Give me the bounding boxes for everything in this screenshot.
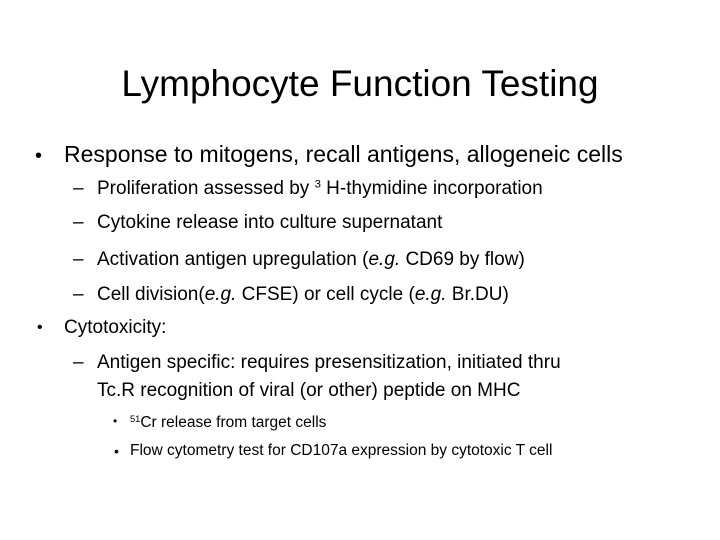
bullet-icon: • xyxy=(37,319,43,336)
sub-bullet-antigen-line1: Antigen specific: requires presensitization, initiated thru xyxy=(97,352,561,373)
bullet-icon: • xyxy=(35,145,43,167)
bullet-response-text: Response to mitogens, recall antigens, allogeneic cells xyxy=(64,141,623,167)
sub-bullet-cytokine: Cytokine release into culture supernatant xyxy=(97,212,443,233)
sub-sub-bullet-flow-cytometry: Flow cytometry test for CD107a expression by cytotoxic T cell xyxy=(130,442,553,459)
bullet-cytotoxicity-text: Cytotoxicity: xyxy=(64,317,167,338)
slide-title: Lymphocyte Function Testing xyxy=(121,63,599,104)
sub-bullet-cell-division: Cell division(e.g. CFSE) or cell cycle (e.g. Br.DU) xyxy=(97,284,509,305)
sub-bullet-antigen-line2: Tc.R recognition of viral (or other) peptide on MHC xyxy=(97,380,521,401)
sub-bullet-activation: Activation antigen upregulation (e.g. CD69 by flow) xyxy=(97,249,525,270)
dash-icon: – xyxy=(73,352,84,373)
dash-icon: – xyxy=(73,178,84,199)
sub-sub-bullet-cr-release: $^{51}$Cr release from target cells xyxy=(130,413,327,431)
bullet-icon: • xyxy=(113,414,118,428)
bullet-icon: • xyxy=(114,443,119,459)
dash-icon: – xyxy=(73,249,84,270)
dash-icon: – xyxy=(73,284,84,305)
dash-icon: – xyxy=(73,212,84,233)
sub-bullet-proliferation: Proliferation assessed by $^3$ H-thymidine incorporation xyxy=(97,178,543,199)
